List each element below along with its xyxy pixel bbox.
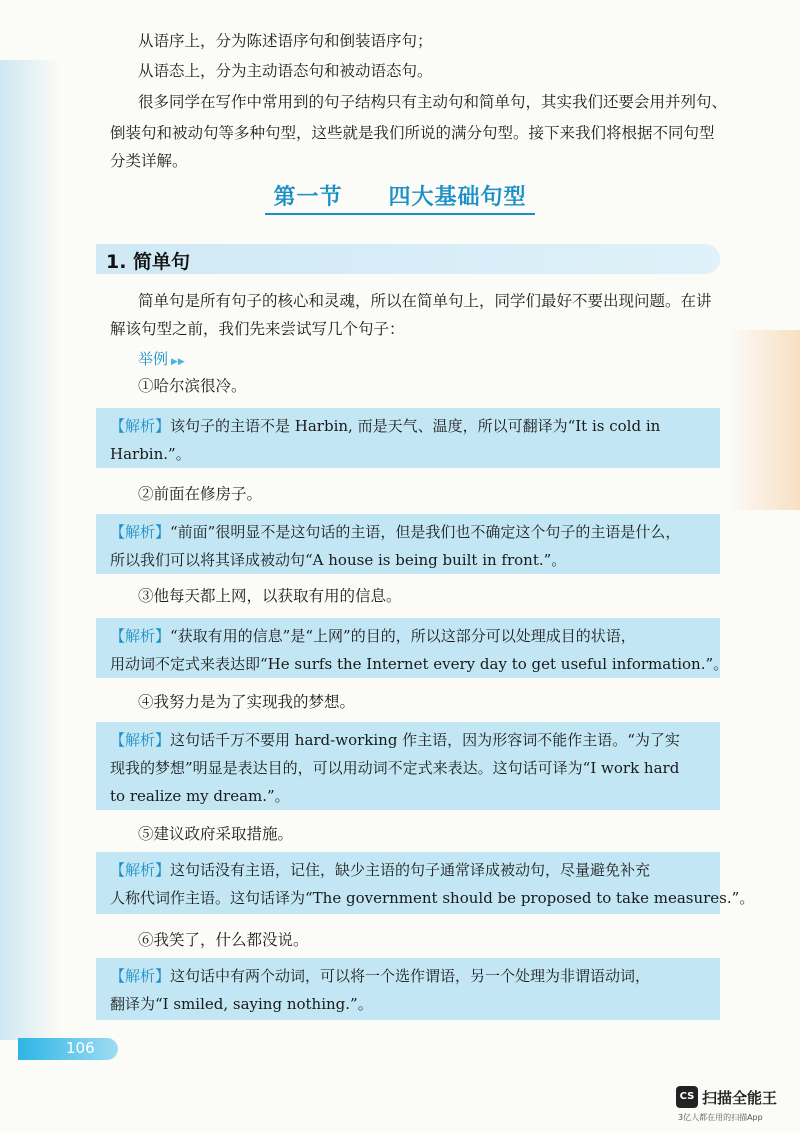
analysis-box-1: 【解析】该句子的主语不是 Harbin, 而是天气、温度，所以可翻译为“It is cold in Harbin.”。 <box>96 408 720 468</box>
scanner-watermark <box>676 1086 786 1126</box>
scanner-logo-icon: CS <box>676 1086 698 1108</box>
example-sentence-4: ④我努力是为了实现我的梦想。 <box>138 693 356 711</box>
example-sentence-5: ⑤建议政府采取措施。 <box>138 825 294 843</box>
page-number: 106 <box>66 1039 95 1057</box>
example-sentence-3: ③他每天都上网，以获取有用的信息。 <box>138 587 402 605</box>
intro-para-line-2: 倒装句和被动句等多种句型，这些就是我们所说的满分句型。接下来我们将根据不同句型 <box>110 124 715 142</box>
scanner-app-name: 扫描全能王 <box>702 1089 778 1107</box>
example-sentence-1: ①哈尔滨很冷。 <box>138 377 247 395</box>
heading-label: 1. 简单句 <box>106 251 191 273</box>
scanner-tagline: 3亿人都在用的扫描App <box>678 1113 763 1122</box>
double-arrow-icon: ▶▶ <box>171 357 185 367</box>
body-line-2: 解该句型之前，我们先来尝试写几个句子： <box>110 320 405 338</box>
intro-line-2: 从语态上，分为主动语态句和被动语态句。 <box>138 62 433 80</box>
page-number-bar <box>18 1038 118 1060</box>
analysis-box-6: 【解析】这句话中有两个动词，可以将一个选作谓语，另一个处理为非谓语动词， 翻译为“I smiled, saying nothing.”。 <box>96 958 720 1020</box>
example-sentence-2: ②前面在修房子。 <box>138 485 263 503</box>
analysis-tag: 【解析】 <box>110 627 171 645</box>
analysis-tag: 【解析】 <box>110 417 171 435</box>
analysis-tag: 【解析】 <box>110 967 171 985</box>
intro-line-1: 从语序上，分为陈述语序句和倒装语序句； <box>138 32 433 50</box>
analysis-box-2: 【解析】“前面”很明显不是这句话的主语，但是我们也不确定这个句子的主语是什么， 所以我们可以将其译成被动句“A house is being built in front.”。 <box>96 514 720 574</box>
analysis-tag: 【解析】 <box>110 523 171 541</box>
body-line-1: 简单句是所有句子的核心和灵魂，所以在简单句上，同学们最好不要出现问题。在讲 <box>138 292 712 310</box>
example-sentence-6: ⑥我笑了，什么都没说。 <box>138 931 309 949</box>
analysis-box-3: 【解析】“获取有用的信息”是“上网”的目的，所以这部分可以处理成目的状语， 用动词不定式来表达即“He surfs the Internet every day to get useful information.”。 <box>96 618 720 678</box>
analysis-box-5: 【解析】这句话没有主语，记住，缺少主语的句子通常译成被动句，尽量避免补充 人称代词作主语。这句话译为“The government should be proposed to take measures.”。 <box>96 852 720 914</box>
example-label: 举例 ▶▶ <box>138 350 185 368</box>
analysis-tag: 【解析】 <box>110 731 171 749</box>
analysis-box-4: 【解析】这句话千万不要用 hard-working 作主语，因为形容词不能作主语。“为了实 现我的梦想”明显是表达目的，可以用动词不定式来表达。这句话可译为“I work hard to realize my dream.”。 <box>96 722 720 810</box>
heading-bar <box>96 244 720 274</box>
intro-para-line-1: 很多同学在写作中常用到的句子结构只有主动句和简单句，其实我们还要会用并列句、 <box>138 93 728 111</box>
section-title: 第一节 四大基础句型 <box>0 180 800 211</box>
intro-para-line-3: 分类详解。 <box>110 152 188 170</box>
analysis-tag: 【解析】 <box>110 861 171 879</box>
